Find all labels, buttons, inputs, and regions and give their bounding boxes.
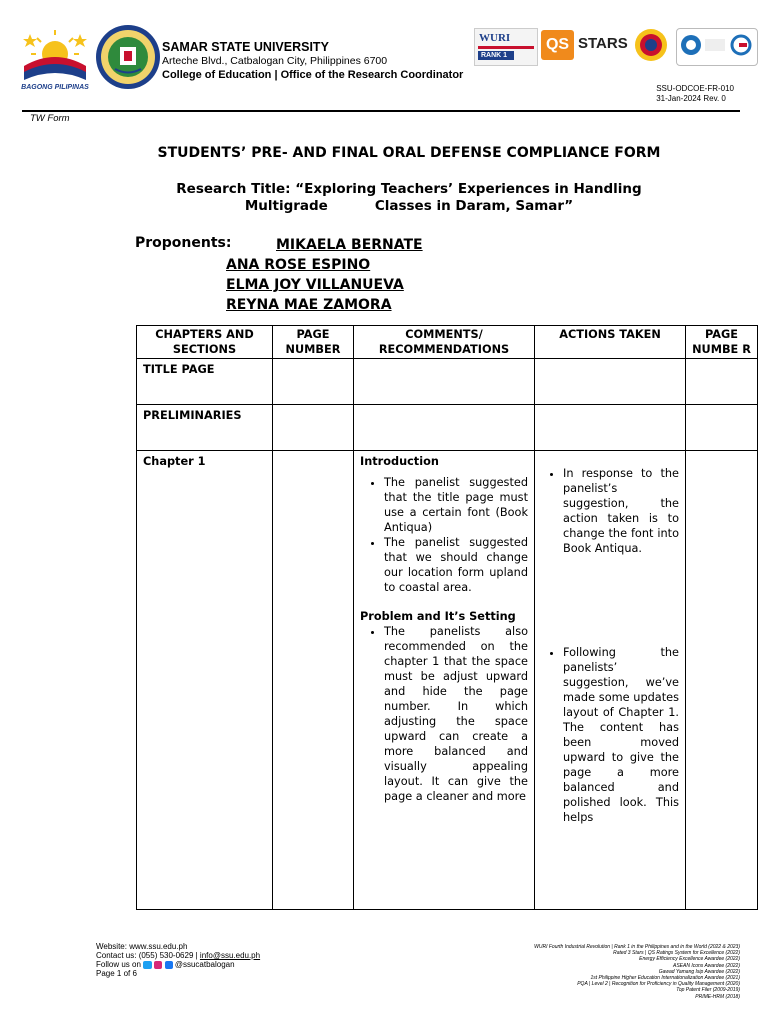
award-line: ASEAN Icons Awardee (2022) [673,962,740,969]
subsection-heading: Problem and It’s Setting [360,610,516,623]
twitter-icon[interactable] [143,961,152,969]
footer-contact [96,942,260,978]
action-item: • Following the panelists’ suggestion, we’ve made some updates layout of Chapter 1. The content has been moved upward to give the page a more balanced and polished look. This helps [563,645,679,825]
research-title-line-1: Research Title: “Exploring Teachers’ Experiences in Handling [176,181,642,197]
comment-item: • The panelists also recommended on the chapter 1 that the space must be adjust upward and hide the page number. In which adjusting the space upward can create a more balanced and visually appealing layout. It can give the page a cleaner and more [384,624,528,804]
university-seal [95,24,161,90]
research-title [0,181,768,215]
table-row [137,359,758,405]
page-number-cell [273,405,354,451]
comments-cell [354,451,535,910]
document-code: SSU-ODCOE-FR-010 [656,84,734,93]
actions-cell [535,405,686,451]
proponents-list [226,235,423,315]
column-header: PAGE NUMBER [273,326,354,359]
iso-certification-badge [676,28,758,66]
footer-awards [420,944,740,1000]
award-line: Top Patent Filer (2009-2019) [676,987,740,994]
document-code-block [656,84,734,104]
proponent-name: MIKAELA BERNATE [276,237,423,253]
award-line: Rated 3 Stars | QS Ratings System for Excellence (2022) [613,950,740,957]
footer-phone: Contact us: (055) 530-0629 | [96,951,200,960]
footer-contact-line [96,951,260,960]
column-header: PAGE NUMBE R [686,326,758,359]
wuri-rank: RANK 1 [478,51,514,60]
page-number-cell [686,359,758,405]
social-handle: @ssucatbalogan [174,960,235,969]
action-item: • In response to the panelist’s suggestion, the action taken is to change the font into Book Antiqua. [563,466,679,556]
page-number-cell [686,405,758,451]
comment-item: • The panelist suggested that we should change our location form upland to coastal area. [384,535,528,595]
footer-website: Website: www.ssu.edu.ph [96,942,188,951]
section-cell: TITLE PAGE [137,359,273,405]
award-line: 1st Philippine Higher Education Internationalization Awardee (2021) [590,975,740,982]
comments-cell [354,405,535,451]
actions-cell [535,359,686,405]
proponent-name: ELMA JOY VILLANUEVA [226,277,404,293]
qs-text: QS [545,36,570,53]
college-office: College of Education | Office of the Research Coordinator [162,69,464,81]
actions-cell [535,451,686,910]
comments-cell [354,359,535,405]
award-line: Gawad Yamang Isip Awardee (2022) [658,968,740,975]
qs-logo [541,30,574,60]
bagong-pilipinas-logo [20,26,90,92]
award-line: Energy Efficiency Excellence Awardee (2022) [639,956,740,963]
proponent-name: ANA ROSE ESPINO [226,257,371,273]
university-name: SAMAR STATE UNIVERSITY [162,40,329,54]
page-number-cell [273,451,354,910]
award-line: WURI Fourth Industrial Revolution | Rank 1 in the Philippines and in the World (2022 & 2023) [534,944,740,950]
comment-item: • The panelist suggested that the title page must use a certain font (Book Antiqua) [384,475,528,535]
award-line: PRIME-HRM (2018) [695,993,740,1000]
column-header: COMMENTS/ RECOMMENDATIONS [354,326,535,359]
page-number-cell [273,359,354,405]
section-cell: PRELIMINARIES [137,405,273,451]
university-address: Arteche Blvd., Catbalogan City, Philippines 6700 [162,55,388,67]
bagong-pilipinas-text: BAGONG PILIPINAS [21,84,89,91]
page-number-cell [686,451,758,910]
page-indicator: Page 1 of 6 [96,969,137,978]
award-line: PQA | Level 2 | Recognition for Proficiency in Quality Management (2020) [577,981,740,988]
instagram-icon[interactable] [154,961,162,969]
column-header: ACTIONS TAKEN [535,326,686,359]
column-header: CHAPTERS AND SECTIONS [137,326,273,359]
tw-form-label: TW Form [30,113,70,124]
wuri-text: WURI [479,32,511,44]
header-divider [22,110,740,112]
proponent-name: REYNA MAE ZAMORA [226,297,392,313]
section-cell: Chapter 1 [137,451,273,910]
qs-stars-text: STARS [578,35,628,52]
award-seal-icon [634,28,668,64]
facebook-icon[interactable] [165,961,173,969]
footer-follow: Follow us on [96,960,141,969]
footer-email-link[interactable]: info@ssu.edu.ph [199,951,261,960]
research-title-line-2: Multigrade Classes in Daram, Samar” [244,198,574,214]
table-header-row [137,326,758,359]
document-revision: 31-Jan-2024 Rev. 0 [656,94,726,103]
compliance-table [136,325,758,910]
footer-social-line [96,960,260,969]
proponents-label: Proponents: [135,235,232,251]
form-title: STUDENTS’ PRE- AND FINAL ORAL DEFENSE COMPLIANCE FORM [157,145,661,161]
table-row [137,451,758,910]
subsection-heading: Introduction [360,455,439,468]
wuri-badge [474,28,538,66]
table-row [137,405,758,451]
